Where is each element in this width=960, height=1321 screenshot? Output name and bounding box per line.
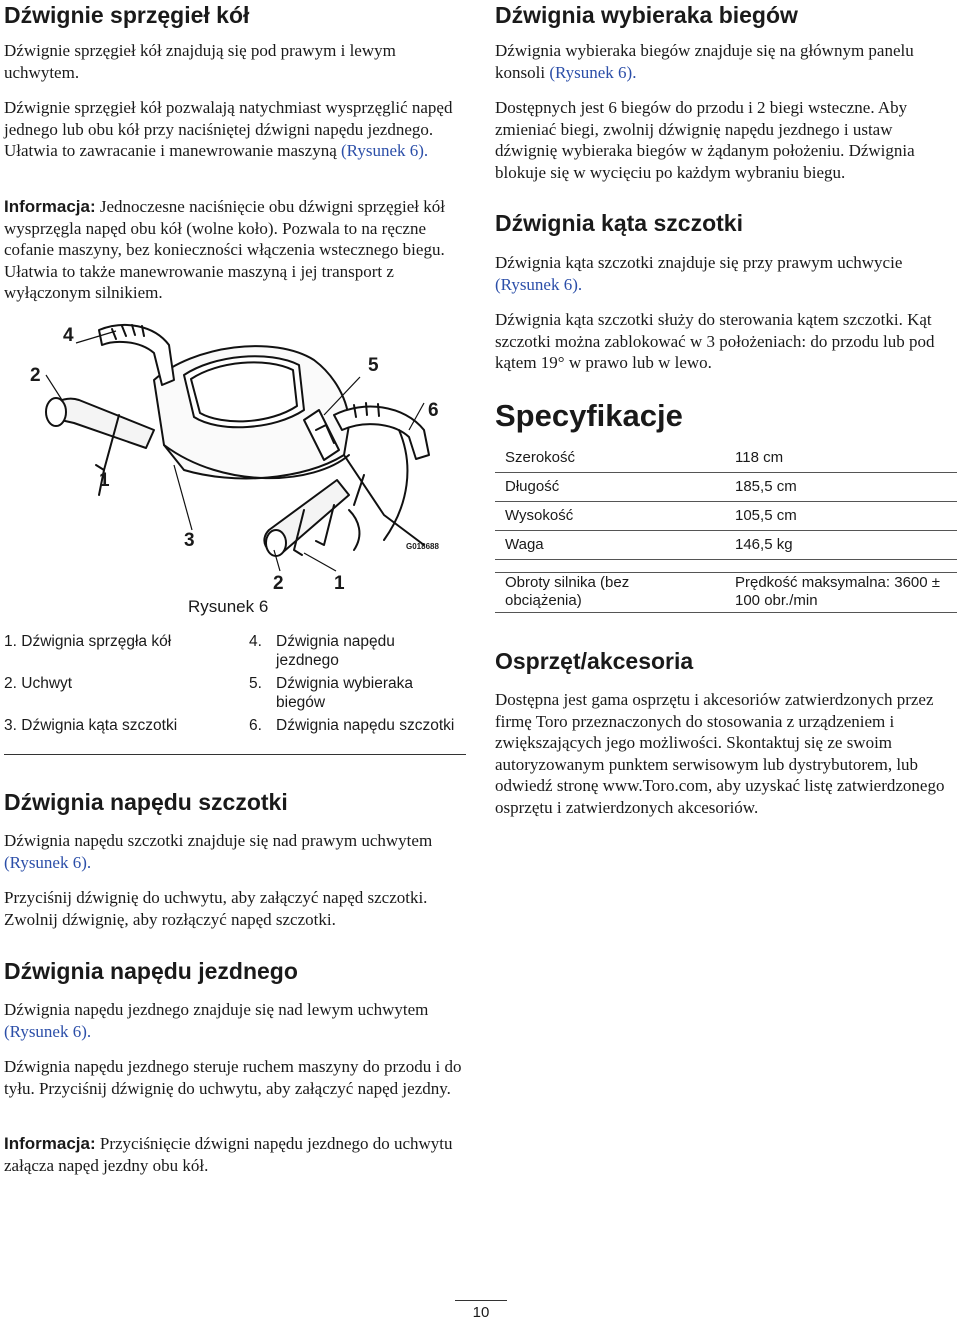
section-title-brush-drive: Dźwignia napędu szczotki bbox=[4, 789, 288, 815]
figure-ref-link[interactable]: (Rysunek 6). bbox=[549, 62, 637, 82]
spec-value: 146,5 kg bbox=[735, 536, 793, 553]
section-title-gear-selector: Dźwignia wybieraka biegów bbox=[495, 2, 798, 28]
wheel-clutch-function-text: Dźwignie sprzęgieł kół pozwalają natychmiast wysprzęglić napęd jednego lub obu kół przy naciśniętej dźwigni napędu jezdnego. Ułatwia to zawracanie i manewrowanie maszyną (Rysunek 6). bbox=[4, 98, 453, 160]
spec-label: Szerokość bbox=[505, 449, 576, 466]
spec-label: Obroty silnika (bez obciążenia) bbox=[505, 574, 630, 609]
table-row bbox=[495, 473, 957, 502]
callout-5: 5 bbox=[368, 355, 379, 376]
callout-2-bottom: 2 bbox=[273, 573, 284, 594]
figure-code: G018688 bbox=[406, 542, 439, 551]
callout-1: 1 bbox=[99, 470, 110, 491]
legend-item: 2. Uchwyt bbox=[4, 675, 73, 692]
callout-2: 2 bbox=[30, 365, 41, 386]
brush-drive-function-text: Przyciśnij dźwignię do uchwytu, aby załączyć napęd szczotki. Zwolnij dźwignię, aby rozłączyć napęd szczotki. bbox=[4, 888, 428, 929]
spec-value: 185,5 cm bbox=[735, 478, 797, 495]
accessories-text: Dostępna jest gama osprzętu i akcesoriów zatwierdzonych przez firmę Toro przeznaczonych do stosowania z urządzeniem i zwiększających jego możliwości. Skontaktuj się ze swoim autoryzowanym punktem serwisowym lub dystrybutorem, lub odwiedź stronę www.Toro.com, aby uzyskać listę zatwierdzonego osprzętu i zatwierdzonych akcesoriów. bbox=[495, 690, 945, 817]
section-title-specifications: Specyfikacje bbox=[495, 398, 683, 433]
traction-drive-location-text: Dźwignia napędu jezdnego znajduje się nad lewym uchwytem (Rysunek 6). bbox=[4, 1000, 429, 1041]
brush-drive-location-text: Dźwignia napędu szczotki znajduje się nad prawym uchwytem (Rysunek 6). bbox=[4, 831, 433, 872]
spec-value: 105,5 cm bbox=[735, 507, 797, 524]
table-row bbox=[495, 560, 957, 614]
traction-drive-function-text: Dźwignia napędu jezdnego steruje ruchem maszyny do przodu i do tyłu. Przyciśnij dźwignię do uchwytu, aby załączyć napęd jezdny. bbox=[4, 1057, 462, 1098]
table-separator bbox=[495, 572, 957, 573]
wheel-clutch-location-text: Dźwignie sprzęgieł kół znajdują się pod prawym i lewym uchwytem. bbox=[4, 41, 396, 82]
section-title-accessories: Osprzęt/akcesoria bbox=[495, 648, 694, 674]
callout-1-bottom: 1 bbox=[334, 573, 345, 594]
figure-ref-link[interactable]: (Rysunek 6). bbox=[341, 141, 429, 160]
legend-item: 4. Dźwignia napędu jezdnego bbox=[249, 633, 395, 669]
figure-caption: Rysunek 6 bbox=[188, 597, 269, 616]
legend-item: 3. Dźwignia kąta szczotki bbox=[4, 717, 178, 734]
gear-selector-function-text: Dostępnych jest 6 biegów do przodu i 2 biegi wsteczne. Aby zmieniać biegi, zwolnij dźwignię napędu jezdnego i ustaw dźwignię wybieraka biegów w żądanym położeniu. Dźwignia blokuje się w wycięciu po każdym wybraniu biegu. bbox=[495, 98, 915, 182]
brush-angle-function-text: Dźwignia kąta szczotki służy do sterowania kątem szczotki. Kąt szczotki można zablokować w 3 położeniach: do przodu lub pod kątem 19° w prawo lub w lewo. bbox=[495, 310, 935, 372]
spec-label: Waga bbox=[505, 536, 544, 553]
legend-item: 6. Dźwignia napędu szczotki bbox=[249, 717, 455, 734]
page-number: 10 bbox=[455, 1300, 507, 1321]
table-row bbox=[495, 502, 957, 531]
figure-ref-link[interactable]: (Rysunek 6). bbox=[495, 274, 583, 294]
section-title-brush-angle: Dźwignia kąta szczotki bbox=[495, 210, 743, 236]
section-title-traction-drive: Dźwignia napędu jezdnego bbox=[4, 958, 298, 984]
spec-label: Wysokość bbox=[505, 507, 574, 524]
brush-angle-location-text: Dźwignia kąta szczotki znajduje się przy prawym uchwycie (Rysunek 6). bbox=[495, 253, 903, 294]
gear-selector-location-text: Dźwignia wybieraka biegów znajduje się na głównym panelu konsoli (Rysunek 6). bbox=[495, 41, 914, 82]
wheel-clutch-info: Informacja: Jednoczesne naciśnięcie obu dźwigni sprzęgieł kół wysprzęgla napęd obu kół (wolne koło). Pozwala to na ręczne cofanie maszyny, bez konieczności włączenia wstecznego biegu. Ułatwia to także manewrowanie maszyną i jej transport z wyłączonym silnikiem. bbox=[4, 197, 445, 302]
figure-ref-link[interactable]: (Rysunek 6). bbox=[4, 1021, 92, 1041]
table-bottom-line bbox=[495, 612, 957, 613]
machine-illustration bbox=[4, 305, 466, 625]
spec-value: Prędkość maksymalna: 3600 ± 100 obr./min bbox=[735, 574, 940, 609]
callout-6: 6 bbox=[428, 400, 439, 421]
section-title-wheel-clutch: Dźwignie sprzęgieł kół bbox=[4, 2, 250, 28]
spec-value: 118 cm bbox=[735, 449, 784, 466]
info-label: Informacja: bbox=[4, 1134, 96, 1153]
legend-item: 1. Dźwignia sprzęgła kół bbox=[4, 633, 172, 650]
spec-label: Długość bbox=[505, 478, 560, 495]
table-row bbox=[495, 444, 957, 473]
info-label: Informacja: bbox=[4, 197, 96, 216]
figure-machine-controls bbox=[4, 305, 466, 625]
callout-3: 3 bbox=[184, 530, 195, 551]
legend-item: 5. Dźwignia wybieraka biegów bbox=[249, 675, 413, 711]
traction-drive-info: Informacja: Przyciśnięcie dźwigni napędu jezdnego do uchwytu załącza napęd jezdny obu kół. bbox=[4, 1134, 453, 1175]
callout-4: 4 bbox=[63, 325, 74, 346]
legend-divider bbox=[4, 754, 466, 755]
table-row bbox=[495, 531, 957, 560]
figure-ref-link[interactable]: (Rysunek 6). bbox=[4, 852, 92, 872]
